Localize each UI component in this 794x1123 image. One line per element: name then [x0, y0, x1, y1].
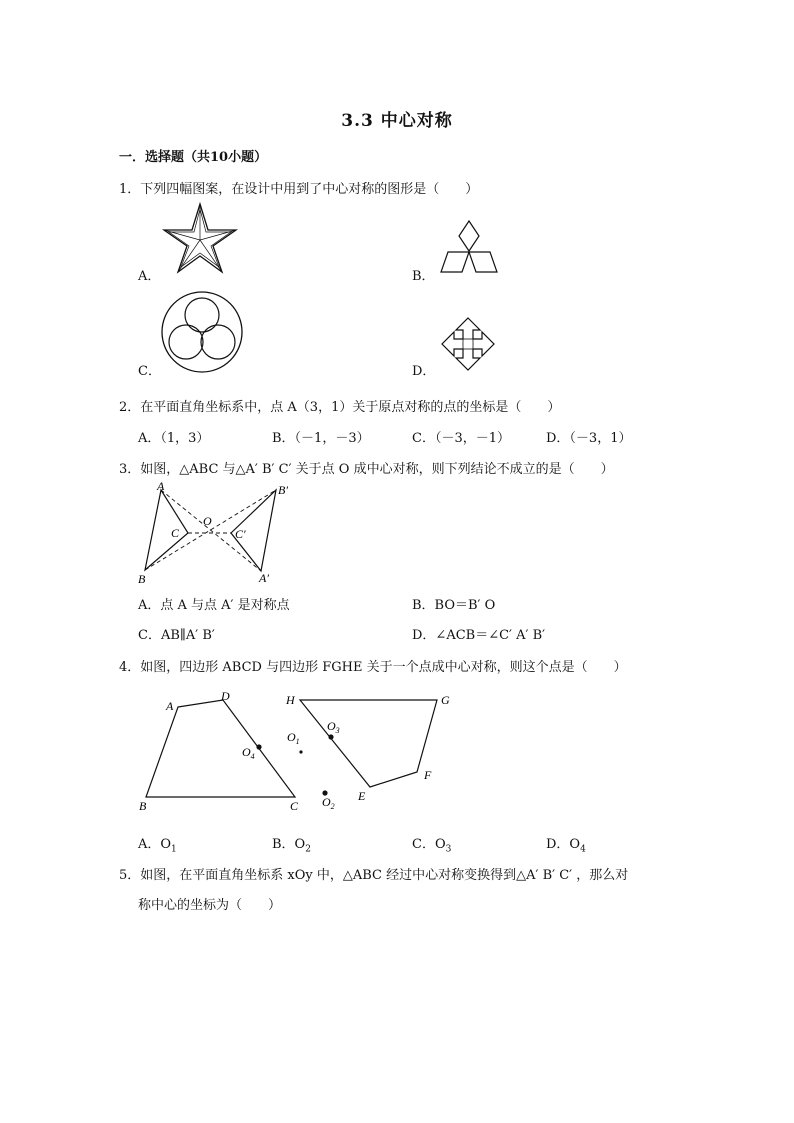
q4-label-o1: $O_1$: [287, 730, 300, 746]
q4-label-a: A: [166, 699, 174, 713]
q4-label-o4: $O_4$: [242, 745, 255, 761]
q3-label-c: C: [171, 526, 180, 540]
question-3-stem: 3．如图，△ABC 与△A′ B′ C′ 关于点 O 成中心对称，则下列结论不成立的是（ ）: [119, 462, 614, 477]
question-4-stem: 4．如图，四边形 ABCD 与四边形 FGHE 关于一个点成中心对称，则这个点是（ ）: [119, 660, 627, 675]
q4-label-g: G: [441, 693, 450, 707]
q4-option-c: C．$O_3$: [412, 837, 452, 855]
q4-option-b: B．$O_2$: [272, 837, 311, 855]
q4-label-b: B: [139, 799, 147, 812]
q4-label-c: C: [290, 799, 299, 812]
q2-option-b: B．（－1，－3）: [272, 431, 370, 446]
q4-label-d: D: [221, 689, 230, 703]
q4-label-o3: $O_3$: [327, 719, 340, 735]
q2-option-c: C．（－3，－1）: [412, 431, 510, 446]
q3-option-b: B．BO＝B′ O: [412, 598, 496, 613]
page-title: 3.3 中心对称: [341, 111, 453, 131]
q1-option-b-label: B．: [412, 269, 435, 284]
q1-star-figure: [160, 200, 240, 276]
q3-label-a-prime: A′: [259, 571, 269, 585]
q2-option-d: D．（－3，1）: [546, 431, 632, 446]
q3-label-a: A: [157, 479, 165, 493]
q3-label-b: B: [138, 572, 146, 586]
question-5-stem-line1: 5．如图，在平面直角坐标系 xOy 中，△ABC 经过中心对称变换得到△A′ B′ C′ ，那么对: [119, 868, 629, 883]
q4-label-e: E: [358, 789, 366, 803]
q1-diamonds-figure: [438, 218, 500, 276]
q1-arrows-figure: [440, 316, 496, 372]
question-1-stem: 1．下列四幅图案，在设计中用到了中心对称的图形是（ ）: [119, 182, 479, 197]
q3-figure: [135, 478, 300, 588]
section-heading: 一．选择题（共10小题）: [119, 150, 268, 165]
q3-label-c-prime: C′: [235, 527, 246, 541]
q3-option-d: D．∠ACB＝∠C′ A′ B′: [412, 628, 546, 643]
q3-option-c: C．AB∥A′ B′: [138, 628, 215, 643]
q1-option-a-label: A．: [138, 269, 161, 284]
q4-figure: [135, 682, 465, 812]
q1-option-d-label: D．: [412, 364, 436, 379]
q4-label-h: H: [286, 693, 295, 707]
q3-option-a: A．点 A 与点 A′ 是对称点: [138, 598, 290, 613]
q3-label-o: O: [203, 514, 212, 528]
question-5-stem-line2: 称中心的坐标为（ ）: [138, 898, 282, 913]
question-2-stem: 2．在平面直角坐标系中，点 A（3，1）关于原点对称的点的坐标是（ ）: [119, 400, 561, 415]
q1-circles-figure: [160, 290, 244, 374]
q4-option-d: D．$O_4$: [546, 837, 586, 855]
q2-option-a: A．（1，3）: [138, 431, 210, 446]
q4-label-f: F: [424, 768, 432, 782]
q1-option-c-label: C．: [138, 364, 161, 379]
q3-label-b-prime: B′: [278, 483, 288, 497]
q4-label-o2: $O_2$: [322, 795, 335, 811]
q4-option-a: A．$O_1$: [138, 837, 177, 855]
